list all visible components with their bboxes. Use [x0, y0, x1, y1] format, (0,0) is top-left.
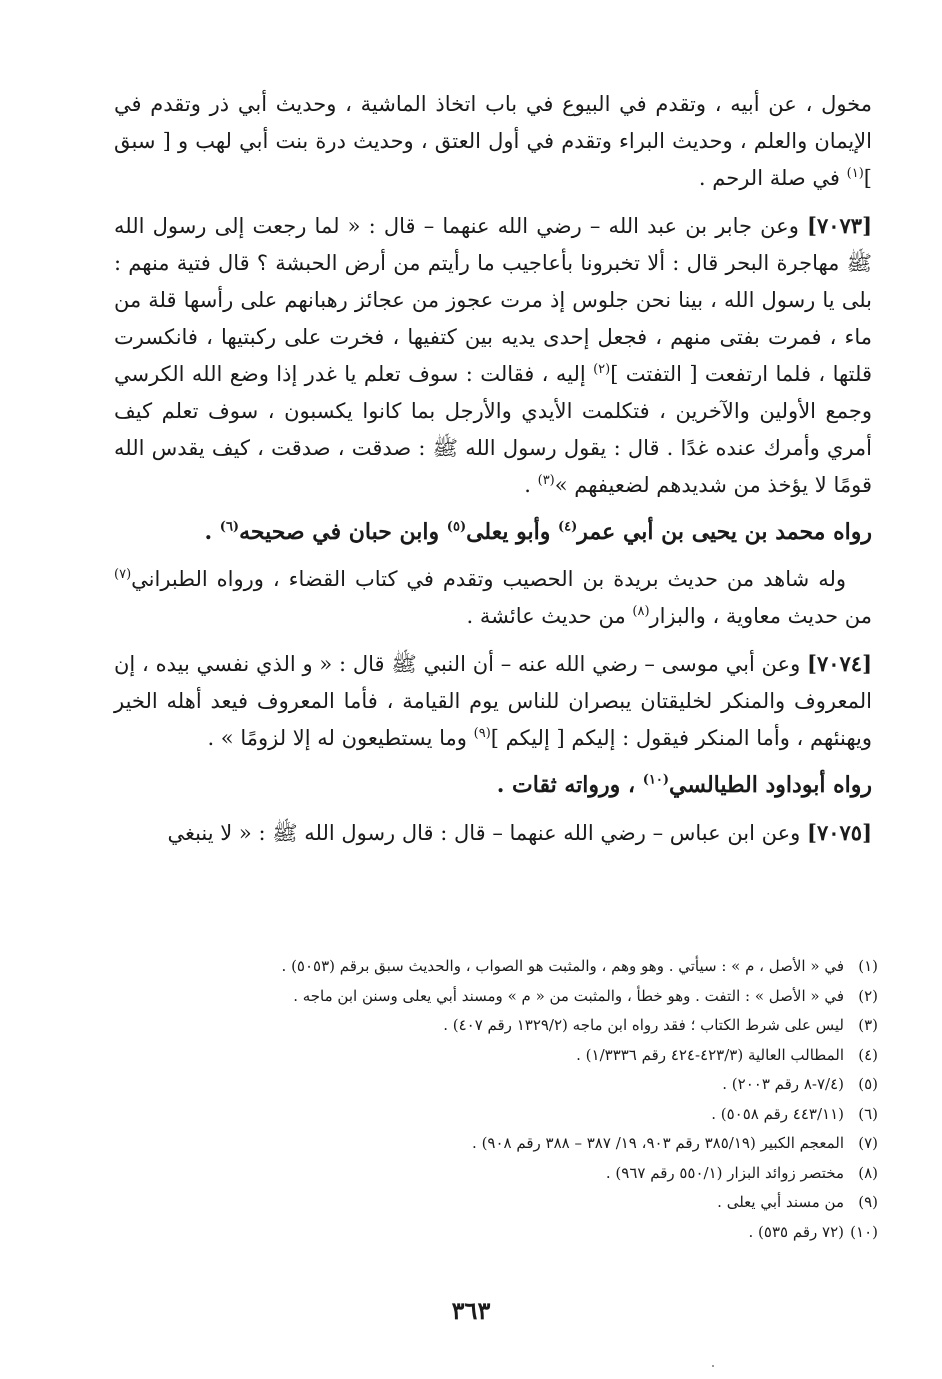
footnote-ref-8: (٨)	[632, 604, 650, 619]
footnote-number: (١٠)	[850, 1222, 878, 1241]
evidence-text: وله شاهد من حديث بريدة بن الحصيب وتقدم في كتاب القضاء ، ورواه الطبراني	[131, 567, 846, 591]
hadith-7074	[114, 645, 872, 757]
footnote-ref-5: (٥)	[446, 519, 467, 535]
evidence-text-b: من حديث معاوية ، والبزار	[649, 604, 872, 628]
narration-text-c: وابن حبان في صحيحه	[239, 519, 447, 545]
hadith-text-end: .	[524, 473, 538, 497]
footnote-text: في « الأصل ، م » : سيأتي . وهو وهم ، والمثبت هو الصواب ، والحديث سبق برقم (٥٠٥٣) .	[281, 957, 844, 975]
main-text-block	[114, 86, 872, 862]
paragraph-text-end: في صلة الرحم .	[698, 166, 847, 190]
narration-text-end: ، ورواته ثقات .	[496, 772, 643, 798]
footnote-6	[150, 1100, 878, 1130]
footnote-text: (٧٢ رقم ٥٣٥) .	[748, 1222, 844, 1241]
page-number: ٣٦٣	[451, 1296, 491, 1325]
footnote-text: ليس على شرط الكتاب ؛ فقد رواه ابن ماجه (١٣٢٩/٢ رقم ٤٠٧) .	[443, 1016, 844, 1034]
footnote-ref-2: (٢)	[593, 362, 611, 377]
footnote-number: (٩)	[858, 1193, 878, 1211]
footnote-5	[150, 1070, 878, 1100]
evidence-text-c: من حديث عائشة .	[466, 604, 633, 628]
narration-text-b: وأبو يعلى	[466, 519, 558, 545]
footnote-text: المعجم الكبير (٣٨٥/١٩ رقم ٩٠٣، ١٩/ ٣٨٧ – ٣٨٨ رقم ٩٠٨) .	[472, 1134, 844, 1152]
hadith-text-continued: إليه ، فقالت : سوف تعلم يا غدر إذا وضع الله الكرسي وجمع الأولين والآخرين ، فتكلمت الأيدي والأرجل بما كانوا يكسبون ، سوف تعلم كيف أمري وأمرك عنده غدًا . قال : يقول رسول الله ﷺ : صدقت ، صدقت ، كيف يقدس الله قومًا لا يؤخذ من شديدهم لضعيفهم »	[114, 362, 872, 497]
footnote-3	[150, 1011, 878, 1041]
narration-source-1	[114, 514, 872, 551]
hadith-number: [٧٠٧٤]	[807, 651, 872, 676]
footnote-ref-7: (٧)	[114, 567, 132, 582]
footnote-ref-10: (١٠)	[642, 772, 669, 788]
hadith-text: وعن أبي موسى – رضي الله عنه – أن النبي ﷺ قال : « و الذي نفسي بيده ، إن المعروف والمنكر لخليقتان يبصران للناس يوم القيامة ، فأما المعروف فيعد أهله الخير ويهنئهم ، وأما المنكر فيقول : إليكم [ إليكم ]	[114, 652, 872, 750]
footnote-number: (٣)	[858, 1016, 878, 1034]
footnote-number: (٥)	[858, 1075, 878, 1093]
continuation-paragraph	[114, 86, 872, 197]
hadith-number: [٧٠٧٥]	[807, 820, 872, 845]
footnote-7	[150, 1129, 878, 1159]
scan-speck	[712, 1365, 714, 1367]
footnote-number: (٨)	[858, 1163, 878, 1182]
hadith-7073	[114, 207, 872, 504]
hadith-7075	[114, 814, 872, 852]
footnote-ref-6: (٦)	[219, 519, 240, 535]
footnote-ref-1: (١)	[846, 166, 864, 181]
paragraph-text: مخول ، عن أبيه ، وتقدم في البيوع في باب اتخاذ الماشية ، وحديث أبي ذر وتقدم في الإيمان والعلم ، وحديث البراء وتقدم في أول العتق ، وحديث درة بنت أبي لهب و [ سبق ]	[114, 92, 872, 190]
footnote-number: (٧)	[858, 1134, 878, 1152]
narration-source-2	[114, 767, 872, 804]
footnote-10	[150, 1218, 878, 1248]
footnote-text: من مسند أبي يعلى .	[717, 1193, 844, 1211]
hadith-text: وعن ابن عباس – رضي الله عنهما – قال : قال رسول الله ﷺ : « لا ينبغي	[167, 821, 807, 845]
narration-text-end: .	[204, 519, 220, 545]
hadith-text-end: وما يستطيعون له إلا لزومًا » .	[207, 726, 474, 750]
footnote-2	[150, 982, 878, 1012]
footnote-text: في « الأصل » : التفت . وهو خطأ ، والمثبت من « م » ومسند أبي يعلى وسنن ابن ماجه .	[293, 986, 844, 1005]
footnote-text: مختصر زوائد البزار (٥٥٠/١ رقم ٩٦٧) .	[605, 1163, 844, 1182]
footnote-1	[150, 952, 878, 982]
hadith-text: وعن جابر بن عبد الله – رضي الله عنهما – قال : « لما رجعت إلى رسول الله ﷺ مهاجرة البحر قال : ألا تخبرونا بأعاجيب ما رأيتم من أرض الحبشة ؟ قال فتية منهم : بلى يا رسول الله ، بينا نحن جلوس إذ مرت عجوز من عجائز رهبانهم على رأسها قلة من ماء ، فمرت بفتى منهم ، فجعل إحدى يديه بين كتفيها ، فخرت على ركبتيها ، فانكسرت قلتها ، فلما ارتفعت [ التفتت ]	[114, 214, 872, 386]
footnote-4	[150, 1041, 878, 1071]
narration-text: رواه أبوداود الطيالسي	[668, 772, 872, 798]
footnote-number: (٢)	[858, 986, 878, 1005]
footnote-text: (٧/٤-٨ رقم ٢٠٠٣) .	[722, 1075, 844, 1093]
footnote-ref-4: (٤)	[558, 519, 578, 535]
footnote-number: (١)	[858, 957, 878, 975]
footnotes-block	[150, 952, 878, 1247]
footnote-text: (٤٤٣/١١ رقم ٥٠٥٨) .	[711, 1104, 844, 1123]
footnote-number: (٦)	[858, 1104, 878, 1123]
footnote-ref-3: (٣)	[537, 473, 555, 488]
narration-text: رواه محمد بن يحيى بن أبي عمر	[577, 519, 872, 545]
footnote-ref-9: (٩)	[473, 726, 491, 741]
supporting-evidence-paragraph	[114, 561, 872, 635]
footnote-text: المطالب العالية (٤٢٣/٣-٤٢٤ رقم ١/٣٣٣٦) .	[576, 1045, 844, 1064]
footnote-number: (٤)	[858, 1045, 878, 1064]
footnote-9	[150, 1188, 878, 1218]
hadith-number: [٧٠٧٣]	[807, 213, 872, 238]
footnote-8	[150, 1159, 878, 1189]
